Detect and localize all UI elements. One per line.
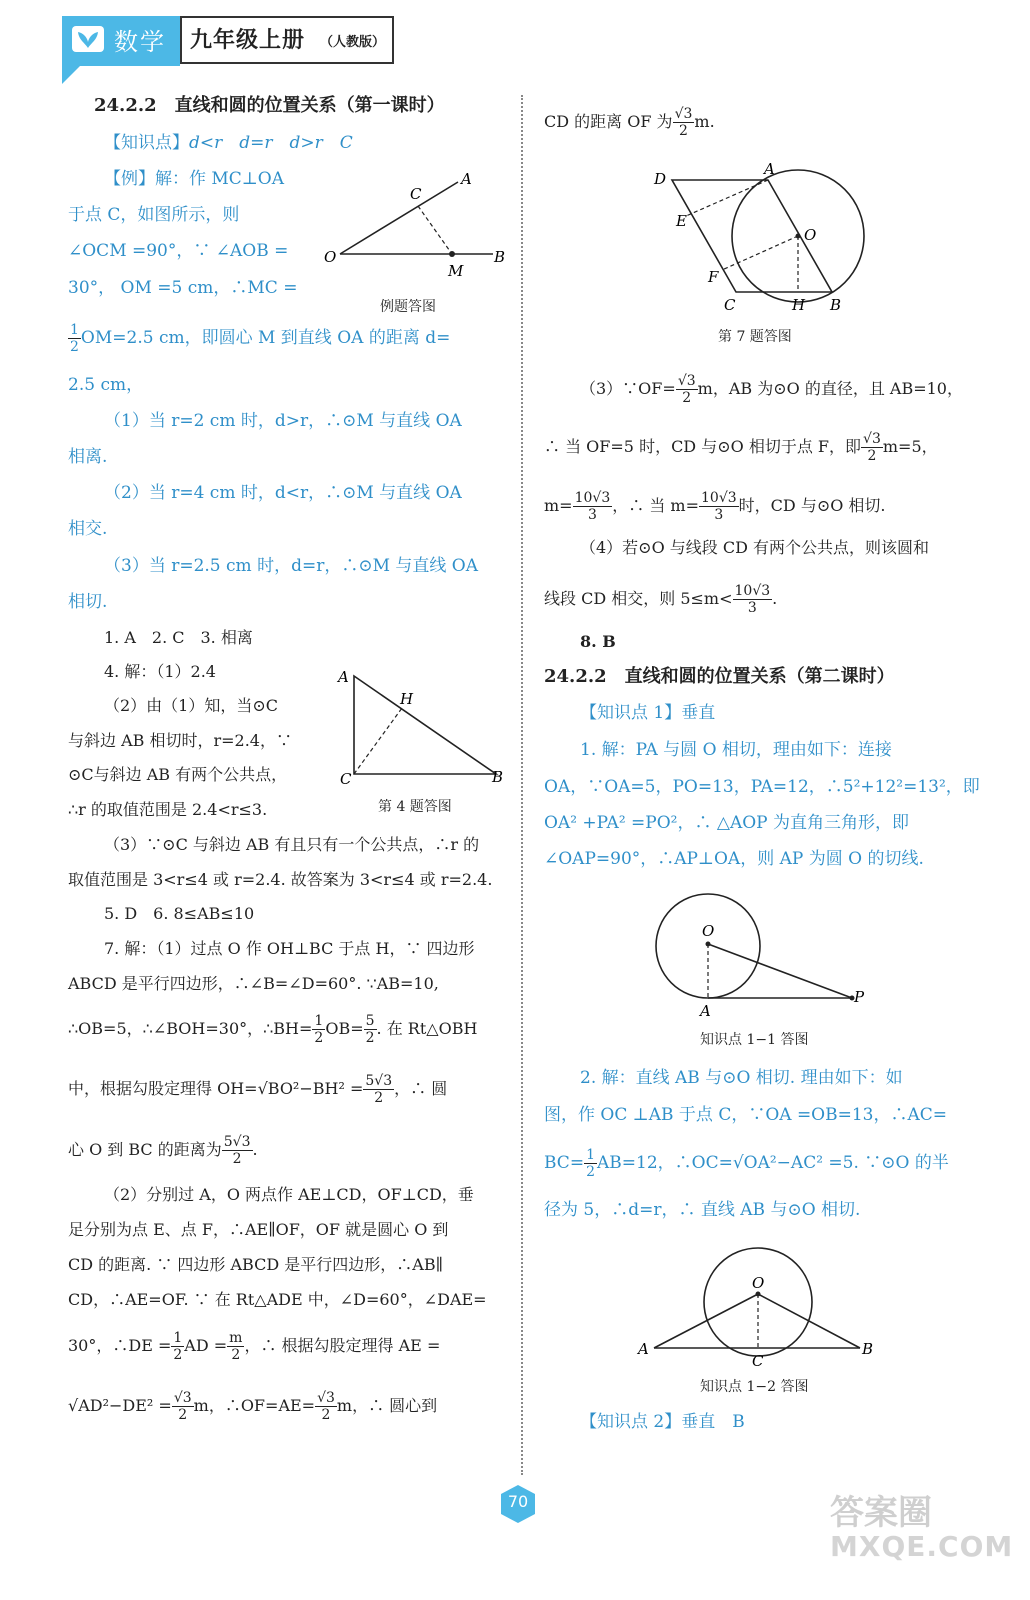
- label-O: O: [702, 922, 715, 940]
- text-line: ∴OB=5，∴∠BOH=30°，∴BH= $\frac{1}{2}$ OB= $\frac{5}{2}$ . 在 Rt△OBH: [68, 1013, 478, 1046]
- text-line: 4. 解：（1）2.4: [104, 662, 216, 681]
- text-line: OA，∵OA=5，PO=13，PA=12，∴5²+12²=13²，即: [544, 777, 980, 797]
- text-line: √AD²−DE² = $\frac{√3}{2}$ m，∴OF=AE= $\frac{√3}{2}$ m，∴ 圆心到: [68, 1390, 438, 1423]
- watermark-logo: 答案圈: [830, 1493, 932, 1533]
- book-icon: [72, 26, 104, 52]
- label-A: A: [638, 1340, 649, 1358]
- grade-label: 九年级上册: [190, 27, 306, 53]
- label-E: E: [676, 212, 687, 230]
- watermark-url: MXQE.COM: [830, 1530, 1014, 1563]
- text-line: （3）∵⊙C 与斜边 AB 有且只有一个公共点，∴r 的: [104, 835, 480, 854]
- figure-7: [648, 150, 872, 318]
- section-title-2: 24.2.2 直线和圆的位置关系（第二课时）: [544, 666, 895, 687]
- text-line: （3）∵OF= $\frac{√3}{2}$ m，AB 为⊙O 的直径，且 AB=10，: [580, 373, 963, 406]
- text-line: 8. B: [580, 632, 616, 651]
- figure-4: [336, 664, 508, 792]
- text-line: 30°， OM =5 cm，∴MC =: [68, 278, 298, 298]
- text-line: （1）当 r=2 cm 时，d>r，∴⊙M 与直线 OA: [104, 411, 462, 431]
- figure-k1-1-caption: 知识点 1−1 答图: [700, 1032, 809, 1048]
- text-line: CD 的距离 OF 为 $\frac{√3}{2}$ m.: [544, 106, 715, 139]
- text-line: 2. 解：直线 AB 与⊙O 相切. 理由如下：如: [580, 1068, 903, 1088]
- column-divider: [521, 95, 523, 1475]
- label-A: A: [764, 160, 775, 178]
- label-B: B: [494, 248, 506, 266]
- text-line: 中，根据勾股定理得 OH=√BO²−BH² = $\frac{5√3}{2}$ ，∴ 圆: [68, 1073, 448, 1106]
- knowledge-point-1: 【知识点 1】垂直: [580, 703, 716, 723]
- text-line: （2）由（1）知，当⊙C: [104, 696, 279, 715]
- text-line: 相交.: [68, 519, 108, 539]
- text-line: ∠OCM =90°，∵ ∠AOB =: [68, 241, 289, 261]
- text-line: 心 O 到 BC 的距离为 $\frac{5√3}{2}$ .: [68, 1134, 258, 1167]
- text-line: CD，∴AE=OF. ∵ 在 Rt△ADE 中，∠D=60°，∠DAE=: [68, 1290, 487, 1309]
- text-line: $\frac{1}{2}$ OM=2.5 cm，即圆心 M 到直线 OA 的距离 d=: [70, 322, 451, 355]
- text-line: ∠OAP=90°，∴AP⊥OA，则 AP 为圆 O 的切线.: [544, 849, 924, 869]
- label-A: A: [338, 668, 349, 686]
- label-C: C: [752, 1352, 764, 1370]
- knowledge-point-2: 【知识点 2】垂直 B: [580, 1412, 745, 1432]
- text-line: 线段 CD 相交，则 5≤m< $\frac{10√3}{3}$ .: [544, 583, 778, 616]
- text-line: 图，作 OC ⊥AB 于点 C，∵OA =OB=13，∴AC=: [544, 1105, 948, 1125]
- edition-label: （人教版）: [320, 35, 386, 50]
- text-line: （2）当 r=4 cm 时，d<r，∴⊙M 与直线 OA: [104, 483, 462, 503]
- label-H: H: [792, 296, 806, 314]
- text-line: 径为 5，∴d=r，∴ 直线 AB 与⊙O 相切.: [544, 1200, 861, 1220]
- figure-7-caption: 第 7 题答图: [718, 329, 792, 345]
- text-line: （3）当 r=2.5 cm 时，d=r，∴⊙M 与直线 OA: [104, 556, 478, 576]
- subject-label: 数学: [114, 28, 166, 56]
- text-line: m= $\frac{10√3}{3}$ ，∴ 当 m= $\frac{10√3}{3}$ 时，CD 与⊙O 相切.: [544, 490, 886, 523]
- label-M: M: [448, 262, 464, 280]
- label-C: C: [410, 185, 422, 203]
- text-line: 相切.: [68, 592, 108, 612]
- text-line: （2）分别过 A，O 两点作 AE⊥CD，OF⊥CD，垂: [104, 1185, 474, 1204]
- label-O: O: [324, 248, 337, 266]
- example-figure: [318, 168, 510, 280]
- text-line: ABCD 是平行四边形，∴∠B=∠D=60°. ∵AB=10,: [68, 974, 439, 993]
- page-number: 70: [507, 1492, 529, 1511]
- text-line: 相离.: [68, 447, 108, 467]
- text-line: 1. 解：PA 与圆 O 相切，理由如下：连接: [580, 740, 892, 760]
- label-O: O: [752, 1274, 765, 1292]
- label-B: B: [830, 296, 842, 314]
- label-C: C: [724, 296, 736, 314]
- example-figure-caption: 例题答图: [380, 299, 436, 315]
- text-line: BC= $\frac{1}{2}$ AB=12，∴OC=√OA²−AC² =5. ∵⊙O 的半: [544, 1147, 949, 1180]
- label-A: A: [461, 170, 472, 188]
- figure-4-caption: 第 4 题答图: [378, 799, 452, 815]
- text-line: CD 的距离. ∵ 四边形 ABCD 是平行四边形，∴AB∥: [68, 1255, 443, 1274]
- text-line: 足分别为点 E、点 F，∴AE∥OF，OF 就是圆心 O 到: [68, 1220, 449, 1239]
- figure-k1-2-caption: 知识点 1−2 答图: [700, 1379, 809, 1395]
- text-line: ∴ 当 OF=5 时，CD 与⊙O 相切于点 F，即 $\frac{√3}{2}$ m=5，: [544, 431, 938, 464]
- label-F: F: [708, 268, 719, 286]
- text-line: 与斜边 AB 相切时，r=2.4，∵: [68, 731, 292, 750]
- header-banner-tail: [62, 66, 80, 84]
- label-D: D: [654, 170, 667, 188]
- text-line: 2.5 cm，: [68, 375, 144, 395]
- section-title-1: 24.2.2 直线和圆的位置关系（第一课时）: [94, 95, 445, 116]
- text-line: ⊙C与斜边 AB 有两个公共点，: [68, 765, 288, 784]
- text-line: OA² +PA² =PO²，∴ △AOP 为直角三角形，即: [544, 813, 910, 833]
- text-line: （4）若⊙O 与线段 CD 有两个公共点，则该圆和: [580, 538, 930, 557]
- label-P: P: [854, 988, 865, 1006]
- knowledge-line: 【知识点】d<r d=r d>r C: [104, 133, 353, 153]
- label-C: C: [340, 770, 352, 788]
- text-line: 于点 C，如图所示，则: [68, 205, 240, 225]
- example-line: 【例】解：作 MC⊥OA: [104, 169, 285, 189]
- figure-k1-2: [634, 1244, 884, 1372]
- text-line: 5. D 6. 8≤AB≤10: [104, 904, 255, 923]
- label-H: H: [400, 690, 414, 708]
- label-O: O: [804, 226, 817, 244]
- label-A: A: [700, 1002, 711, 1020]
- text-line: 1. A 2. C 3. 相离: [104, 628, 253, 647]
- text-line: ∴r 的取值范围是 2.4<r≤3.: [68, 800, 268, 819]
- text-line: 7. 解：（1）过点 O 作 OH⊥BC 于点 H，∵ 四边形: [104, 939, 475, 958]
- text-line: 取值范围是 3<r≤4 或 r=2.4. 故答案为 3<r≤4 或 r=2.4.: [68, 870, 493, 889]
- label-B: B: [862, 1340, 874, 1358]
- figure-k1-1: [640, 888, 872, 1020]
- label-B: B: [492, 768, 504, 786]
- text-line: 30°，∴DE = $\frac{1}{2}$ AD = $\frac{m}{2}$ ，∴ 根据勾股定理得 AE =: [68, 1330, 441, 1363]
